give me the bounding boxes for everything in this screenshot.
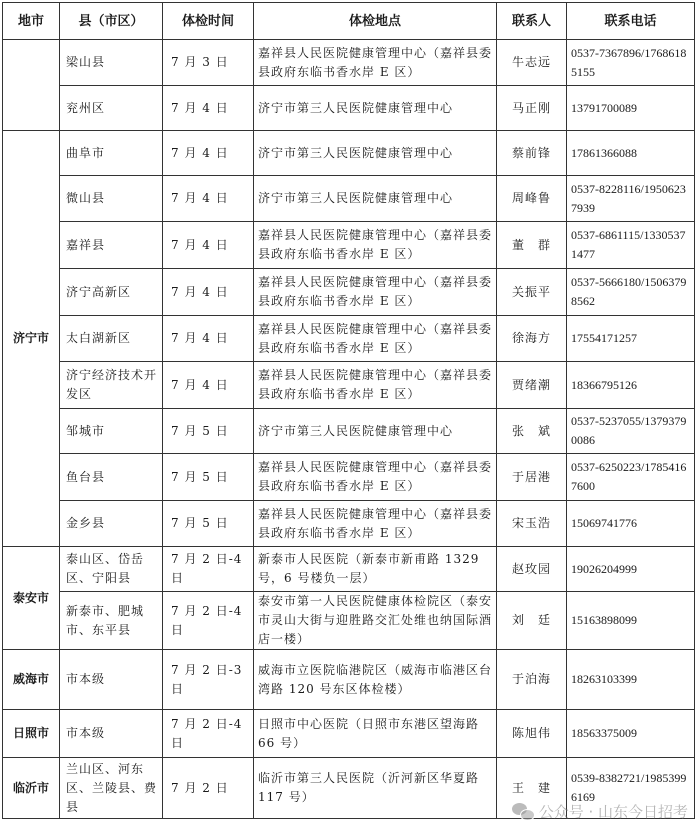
county-cell: 鱼台县 xyxy=(60,454,163,501)
date-cell: 7 月 2 日-4 日 xyxy=(163,592,254,650)
county-cell: 邹城市 xyxy=(60,409,163,454)
county-cell: 市本级 xyxy=(60,710,163,758)
table-row xyxy=(3,40,695,86)
location-cell: 日照市中心医院（日照市东港区望海路 66 号） xyxy=(254,710,497,758)
table-row xyxy=(3,222,695,269)
contact-cell: 陈旭伟 xyxy=(497,710,567,758)
contact-cell: 赵玫园 xyxy=(497,547,567,592)
county-cell: 泰山区、岱岳区、宁阳县 xyxy=(60,547,163,592)
phone-cell: 17861366088 xyxy=(567,131,695,176)
city-cell: 日照市 xyxy=(3,710,60,758)
phone-cell: 18366795126 xyxy=(567,362,695,409)
contact-cell: 周峰鲁 xyxy=(497,176,567,222)
contact-cell: 宋玉浩 xyxy=(497,501,567,547)
location-cell: 临沂市第三人民医院（沂河新区华夏路 117 号） xyxy=(254,758,497,819)
header-phone: 联系电话 xyxy=(567,3,695,40)
table-row xyxy=(3,176,695,222)
date-cell: 7 月 3 日 xyxy=(163,40,254,86)
city-cell: 济宁市 xyxy=(3,131,60,547)
header-location: 体检地点 xyxy=(254,3,497,40)
date-cell: 7 月 4 日 xyxy=(163,362,254,409)
county-cell: 梁山县 xyxy=(60,40,163,86)
phone-cell: 17554171257 xyxy=(567,316,695,362)
table-row xyxy=(3,316,695,362)
date-cell: 7 月 4 日 xyxy=(163,176,254,222)
table-row xyxy=(3,269,695,316)
county-cell: 太白湖新区 xyxy=(60,316,163,362)
date-cell: 7 月 2 日-4 日 xyxy=(163,710,254,758)
location-cell: 嘉祥县人民医院健康管理中心（嘉祥县委县政府东临书香水岸 E 区） xyxy=(254,501,497,547)
contact-cell: 王 建 xyxy=(497,758,567,819)
date-cell: 7 月 2 日 xyxy=(163,758,254,819)
table-row xyxy=(3,131,695,176)
location-cell: 嘉祥县人民医院健康管理中心（嘉祥县委县政府东临书香水岸 E 区） xyxy=(254,454,497,501)
county-cell: 济宁经济技术开发区 xyxy=(60,362,163,409)
contact-cell: 张 斌 xyxy=(497,409,567,454)
table-row xyxy=(3,547,695,592)
county-cell: 微山县 xyxy=(60,176,163,222)
location-cell: 济宁市第三人民医院健康管理中心 xyxy=(254,131,497,176)
table-row xyxy=(3,592,695,650)
header-county: 县（市区） xyxy=(60,3,163,40)
date-cell: 7 月 4 日 xyxy=(163,222,254,269)
header-city: 地市 xyxy=(3,3,60,40)
table-row xyxy=(3,86,695,131)
watermark-text: 公众号 · 山东今日招考 xyxy=(538,803,688,821)
table-row xyxy=(3,710,695,758)
location-cell: 威海市立医院临港院区（威海市临港区台湾路 120 号东区体检楼） xyxy=(254,650,497,710)
date-cell: 7 月 4 日 xyxy=(163,316,254,362)
county-cell: 金乡县 xyxy=(60,501,163,547)
phone-cell: 0537-7367896/17686185155 xyxy=(567,40,695,86)
location-cell: 泰安市第一人民医院健康体检院区（泰安市灵山大街与迎胜路交汇处维也纳国际酒店一楼） xyxy=(254,592,497,650)
location-cell: 济宁市第三人民医院健康管理中心 xyxy=(254,176,497,222)
location-cell: 嘉祥县人民医院健康管理中心（嘉祥县委县政府东临书香水岸 E 区） xyxy=(254,362,497,409)
contact-cell: 贾绪潮 xyxy=(497,362,567,409)
county-cell: 新泰市、肥城市、东平县 xyxy=(60,592,163,650)
table-row xyxy=(3,758,695,819)
location-cell: 新泰市人民医院（新泰市新甫路 1329 号，6 号楼负一层） xyxy=(254,547,497,592)
city-cell xyxy=(3,40,60,131)
contact-cell: 关振平 xyxy=(497,269,567,316)
county-cell: 嘉祥县 xyxy=(60,222,163,269)
location-cell: 济宁市第三人民医院健康管理中心 xyxy=(254,86,497,131)
phone-cell: 19026204999 xyxy=(567,547,695,592)
phone-cell: 0537-5666180/15063798562 xyxy=(567,269,695,316)
contact-cell: 董 群 xyxy=(497,222,567,269)
phone-cell: 0537-6250223/17854167600 xyxy=(567,454,695,501)
contact-cell: 牛志远 xyxy=(497,40,567,86)
phone-cell: 0537-8228116/19506237939 xyxy=(567,176,695,222)
county-cell: 兰山区、河东区、兰陵县、费县 xyxy=(60,758,163,819)
phone-cell: 18563375009 xyxy=(567,710,695,758)
date-cell: 7 月 5 日 xyxy=(163,501,254,547)
phone-cell: 0537-6861115/13305371477 xyxy=(567,222,695,269)
contact-cell: 于居港 xyxy=(497,454,567,501)
date-cell: 7 月 2 日-3 日 xyxy=(163,650,254,710)
date-cell: 7 月 2 日-4 日 xyxy=(163,547,254,592)
date-cell: 7 月 5 日 xyxy=(163,409,254,454)
county-cell: 市本级 xyxy=(60,650,163,710)
date-cell: 7 月 4 日 xyxy=(163,86,254,131)
phone-cell: 15163898099 xyxy=(567,592,695,650)
table-row xyxy=(3,362,695,409)
date-cell: 7 月 4 日 xyxy=(163,269,254,316)
header-contact: 联系人 xyxy=(497,3,567,40)
table-row xyxy=(3,501,695,547)
phone-cell: 0537-5237055/13793790086 xyxy=(567,409,695,454)
header-row xyxy=(3,3,695,40)
contact-cell: 刘 廷 xyxy=(497,592,567,650)
exam-schedule-table xyxy=(2,2,695,819)
date-cell: 7 月 5 日 xyxy=(163,454,254,501)
location-cell: 嘉祥县人民医院健康管理中心（嘉祥县委县政府东临书香水岸 E 区） xyxy=(254,269,497,316)
location-cell: 嘉祥县人民医院健康管理中心（嘉祥县委县政府东临书香水岸 E 区） xyxy=(254,40,497,86)
contact-cell: 蔡前锋 xyxy=(497,131,567,176)
location-cell: 济宁市第三人民医院健康管理中心 xyxy=(254,409,497,454)
county-cell: 济宁高新区 xyxy=(60,269,163,316)
table-row xyxy=(3,454,695,501)
date-cell: 7 月 4 日 xyxy=(163,131,254,176)
location-cell: 嘉祥县人民医院健康管理中心（嘉祥县委县政府东临书香水岸 E 区） xyxy=(254,222,497,269)
phone-cell: 13791700089 xyxy=(567,86,695,131)
contact-cell: 徐海方 xyxy=(497,316,567,362)
county-cell: 曲阜市 xyxy=(60,131,163,176)
phone-cell: 18263103399 xyxy=(567,650,695,710)
location-cell: 嘉祥县人民医院健康管理中心（嘉祥县委县政府东临书香水岸 E 区） xyxy=(254,316,497,362)
city-cell: 威海市 xyxy=(3,650,60,710)
table-row xyxy=(3,650,695,710)
phone-cell: 0539-8382721/19853996169 xyxy=(567,758,695,819)
city-cell: 临沂市 xyxy=(3,758,60,819)
city-cell: 泰安市 xyxy=(3,547,60,650)
header-date: 体检时间 xyxy=(163,3,254,40)
contact-cell: 马正刚 xyxy=(497,86,567,131)
county-cell: 兖州区 xyxy=(60,86,163,131)
phone-cell: 15069741776 xyxy=(567,501,695,547)
table-row xyxy=(3,409,695,454)
contact-cell: 于泊海 xyxy=(497,650,567,710)
